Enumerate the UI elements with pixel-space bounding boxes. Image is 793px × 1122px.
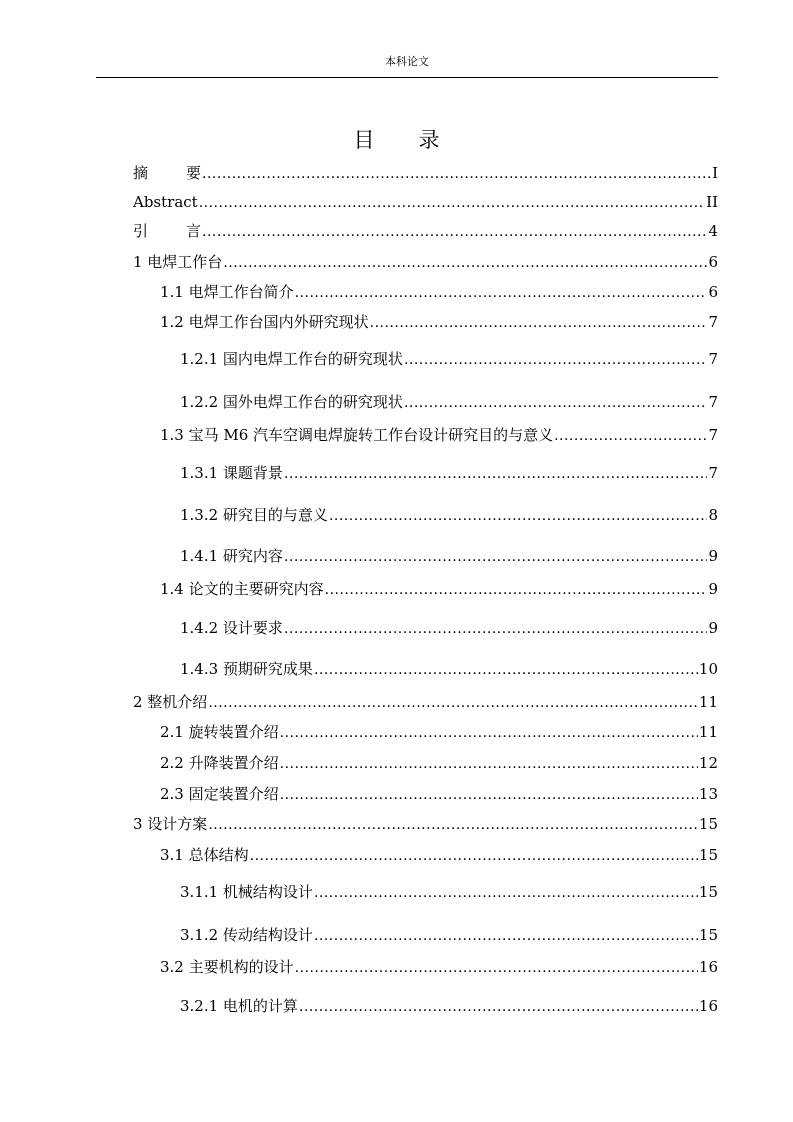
toc-entry-page: 10	[698, 660, 718, 678]
dot-leader	[329, 506, 708, 526]
toc-entry-2-3[interactable]	[160, 784, 718, 804]
toc-entry-page: 15	[698, 926, 718, 944]
dot-leader	[223, 253, 707, 273]
toc-entry-page: 15	[698, 815, 718, 833]
toc-entry-1-3[interactable]	[160, 425, 718, 445]
toc-entry-page: 7	[708, 464, 718, 482]
toc-entry-page: II	[706, 193, 718, 211]
dot-leader	[325, 580, 708, 600]
dot-leader	[314, 660, 698, 680]
toc-entry-label: 1.4 论文的主要研究内容	[160, 580, 324, 598]
toc-entry-3-2[interactable]	[160, 957, 718, 977]
toc-entry-label: Abstract	[133, 193, 198, 211]
toc-entry-page: 16	[698, 997, 718, 1015]
dot-leader	[295, 283, 708, 303]
dot-leader	[280, 754, 698, 774]
toc-entry-label: 3.1.2 传动结构设计	[180, 926, 313, 944]
toc-entry-3[interactable]	[133, 814, 718, 834]
toc-entry-2-1[interactable]	[160, 722, 718, 742]
dot-leader	[284, 547, 708, 567]
toc-entry-label: 2.2 升降装置介绍	[160, 754, 279, 772]
dot-leader	[202, 164, 711, 184]
dot-leader	[280, 785, 698, 805]
toc-entry-2[interactable]	[133, 692, 718, 712]
toc-entry-page: 7	[708, 426, 718, 444]
toc-entry-label: 2.3 固定装置介绍	[160, 785, 279, 803]
dot-leader	[314, 926, 698, 946]
toc-entry-label: 摘 要	[133, 164, 202, 182]
toc-entry-label: 3 设计方案	[133, 815, 208, 833]
toc-entry-label: 1.3.2 研究目的与意义	[180, 506, 328, 524]
dot-leader	[370, 313, 708, 333]
toc-entry-label: 1.2.1 国内电焊工作台的研究现状	[180, 350, 403, 368]
toc-entry-1-4[interactable]	[160, 579, 718, 599]
toc-entry-page: I	[712, 164, 718, 182]
toc-entry-page: 7	[708, 350, 718, 368]
toc-entry-label: 1 电焊工作台	[133, 253, 223, 271]
toc-entry-abstract-cn[interactable]	[133, 163, 718, 183]
toc-entry-1-2-1[interactable]	[180, 349, 718, 369]
toc-entry-page: 11	[698, 723, 718, 741]
toc-entry-page: 15	[698, 883, 718, 901]
toc-entry-introduction[interactable]	[133, 221, 718, 241]
running-header-text: 本科论文	[385, 55, 429, 68]
dot-leader	[295, 958, 698, 978]
toc-entry-page: 11	[698, 693, 718, 711]
toc-entry-page: 9	[708, 547, 718, 565]
toc-entry-page: 6	[708, 253, 718, 271]
toc-entry-page: 8	[708, 506, 718, 524]
dot-leader	[554, 426, 707, 446]
toc-entry-1-1[interactable]	[160, 282, 718, 302]
toc-title-right: 录	[418, 128, 440, 152]
dot-leader	[208, 693, 698, 713]
toc-entry-label: 1.2 电焊工作台国内外研究现状	[160, 313, 369, 331]
toc-entry-page: 16	[698, 958, 718, 976]
dot-leader	[199, 193, 705, 213]
toc-entry-page: 4	[708, 222, 718, 240]
dot-leader	[202, 222, 707, 242]
toc-entry-label: 3.2.1 电机的计算	[180, 997, 298, 1015]
toc-entry-3-2-1[interactable]	[180, 996, 718, 1016]
toc-entry-page: 9	[708, 580, 718, 598]
dot-leader	[208, 815, 698, 835]
dot-leader	[404, 350, 708, 370]
toc-entry-1-4-1[interactable]	[180, 546, 718, 566]
dot-leader	[280, 723, 698, 743]
toc-entry-label: 1.3 宝马 M6 汽车空调电焊旋转工作台设计研究目的与意义	[160, 426, 554, 444]
toc-entry-page: 7	[708, 393, 718, 411]
toc-entry-label: 1.4.1 研究内容	[180, 547, 283, 565]
toc-entry-1-2-2[interactable]	[180, 392, 718, 412]
toc-entry-1-2[interactable]	[160, 312, 718, 332]
toc-entry-label: 1.1 电焊工作台简介	[160, 283, 294, 301]
toc-title-left: 目	[353, 128, 375, 152]
toc-entry-page: 7	[708, 313, 718, 331]
toc-entry-label: 2.1 旋转装置介绍	[160, 723, 279, 741]
dot-leader	[284, 464, 708, 484]
toc-entry-3-1-1[interactable]	[180, 882, 718, 902]
toc-entry-1-4-2[interactable]	[180, 618, 718, 638]
toc-entry-page: 15	[698, 846, 718, 864]
dot-leader	[250, 846, 698, 866]
toc-entry-label: 2 整机介绍	[133, 693, 208, 711]
toc-entry-1-4-3[interactable]	[180, 659, 718, 679]
dot-leader	[404, 393, 708, 413]
toc-entry-label: 3.1 总体结构	[160, 846, 249, 864]
toc-entry-abstract-en[interactable]	[133, 192, 718, 212]
toc-entry-page: 13	[698, 785, 718, 803]
toc-entry-1[interactable]	[133, 252, 718, 272]
toc-entry-1-3-2[interactable]	[180, 505, 718, 525]
toc-entry-label: 1.4.2 设计要求	[180, 619, 283, 637]
toc-entry-2-2[interactable]	[160, 753, 718, 773]
toc-entry-page: 6	[708, 283, 718, 301]
toc-entry-label: 引 言	[133, 222, 202, 240]
toc-entry-label: 1.4.3 预期研究成果	[180, 660, 313, 678]
dot-leader	[284, 619, 708, 639]
toc-entry-label: 3.2 主要机构的设计	[160, 958, 294, 976]
toc-entry-label: 1.3.1 课题背景	[180, 464, 283, 482]
toc-entry-label: 1.2.2 国外电焊工作台的研究现状	[180, 393, 403, 411]
toc-entry-page: 9	[708, 619, 718, 637]
toc-entry-page: 12	[698, 754, 718, 772]
dot-leader	[299, 997, 698, 1017]
toc-entry-3-1-2[interactable]	[180, 925, 718, 945]
dot-leader	[314, 883, 698, 903]
toc-entry-1-3-1[interactable]	[180, 463, 718, 483]
toc-entry-label: 3.1.1 机械结构设计	[180, 883, 313, 901]
toc-entry-3-1[interactable]	[160, 845, 718, 865]
